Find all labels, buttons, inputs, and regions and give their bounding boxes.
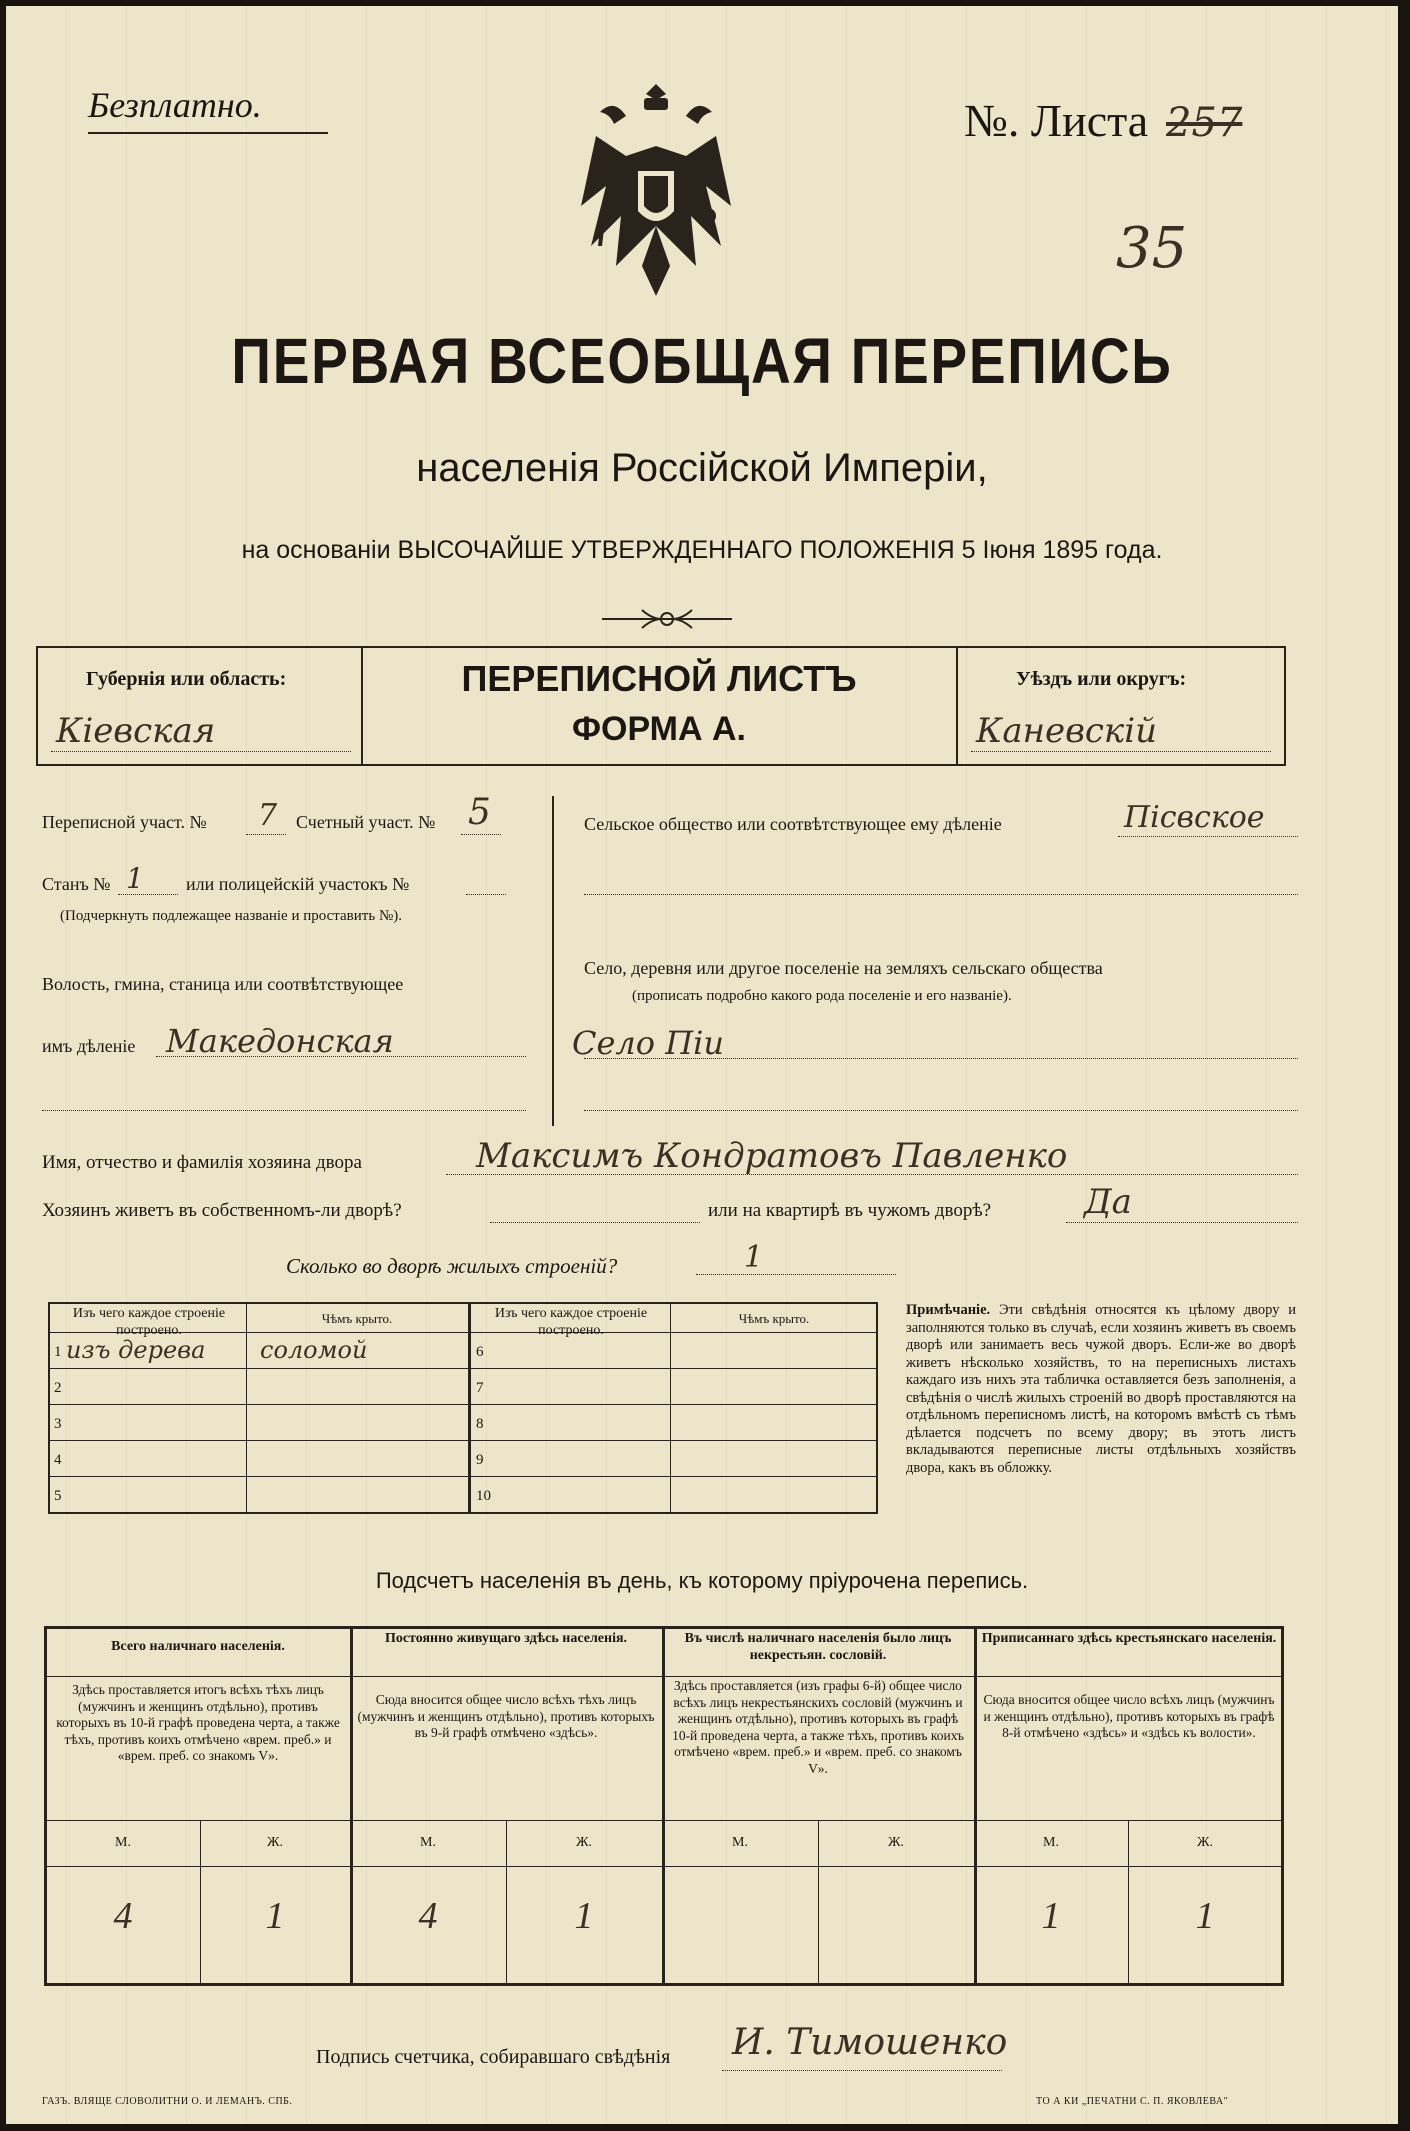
sheet-number-label: №. Листа [964,95,1149,146]
underline-note: (Подчеркнуть подлежащее названіе и проставить №). [60,908,402,924]
count-col-3-body: Здѣсь проставляется (изъ графы 6-й) общее число всѣхъ лицъ некрестьянскихъ сословій (мужчинъ и женщинъ отдѣльно), противъ которыхъ въ графѣ 10-й проведена черта, а также тѣхъ, противъ коихъ отмѣчено «врем. преб.» и «врем. преб. со знакомъ V». [672,1678,964,1776]
count-col-2-head: Постоянно живущаго здѣсь населенія. [384,1631,628,1646]
building-row-10-n: 10 [476,1488,491,1504]
count-col-1-m-label: М. [115,1835,131,1850]
obshchestvo-value: Пісвское [1124,800,1265,835]
count-col-3-zh-label: Ж. [887,1835,905,1850]
count-col-2-m-label: М. [420,1835,436,1850]
free-label: Безплатно. [88,85,262,125]
count-col-2-zh-value: 1 [574,1895,594,1937]
form-title-line1: ПЕРЕПИСНОЙ ЛИСТЪ [461,658,857,699]
building-row-8-n: 8 [476,1416,484,1432]
count-title: Подсчетъ населенія въ день, къ которому пріурочена перепись. [375,1568,1029,1593]
count-col-4-m-label: М. [1043,1835,1059,1850]
buildings-value: 1 [744,1240,764,1275]
sheet-number-crossed: 257 [1166,100,1243,146]
owner-name-label: Имя, отчество и фамилія хозяина двора [42,1152,362,1173]
own-yard-label: Хозяинъ живетъ въ собственномъ-ли дворѣ? [42,1200,402,1221]
count-col-3-head: Въ числѣ наличнаго населенія было лицъ некрестьян. сословій. [684,1631,952,1663]
note-text: Эти свѣдѣнія относятся къ цѣлому двору и заполняются только въ случаѣ, если хозяинъ живетъ въ своемъ дворѣ или занимаетъ весь чужой дворъ. Если-же во дворѣ живетъ нѣсколько хозяйствъ, то на переписныхъ листахъ каждаго изъ нихъ эта табличка оставляется безъ заполненія, а свѣдѣнія о числѣ жилыхъ строеній во дворѣ проставляются на отдѣльномъ переписномъ листѣ, на которомъ вмѣстѣ съ тѣмъ дѣлается подсчетъ по всему двору; въ этотъ листъ вкладываются переписные листы отдѣльныхъ хозяйствъ двора, какъ въ обложку. [906,1302,1296,1476]
building-row-1-n: 1 [54,1344,62,1360]
col-roof-header-left: Чѣмъ крыто. [321,1311,393,1326]
col-roof-header-right: Чѣмъ крыто. [738,1311,810,1326]
col-built-header-left: Изъ чего каждое строеніе построено. [72,1306,226,1338]
free-underline [88,132,328,134]
building-row-9-n: 9 [476,1452,484,1468]
count-col-1-zh-value: 1 [265,1895,285,1937]
footer-right-imprint: ТО А КИ „ПЕЧАТНИ С. П. ЯКОВЛЕВА" [1036,2096,1229,2107]
rent-label: или на квартирѣ въ чужомъ дворѣ? [708,1200,992,1221]
gubernia-value: Кіевская [56,711,216,751]
schetny-label: Счетный участ. № [296,812,436,832]
count-col-1-m-value: 4 [113,1895,133,1937]
count-col-1-head: Всего наличнаго населенія. [111,1639,285,1654]
uezd-label: Уѣздъ или округъ: [1016,668,1187,690]
census-sheet [6,6,1398,2124]
legal-basis: на основаніи ВЫСОЧАЙШЕ УТВЕРЖДЕННАГО ПОЛОЖЕНІЯ 5 Іюня 1895 года. [241,536,1163,564]
count-col-2-body: Сюда вносится общее число всѣхъ тѣхъ лицъ (мужчинъ и женщинъ отдѣльно), противъ которыхъ въ 9-й графѣ отмѣчено «здѣсь». [357,1692,655,1740]
sheet-number-handwritten: 35 [1116,216,1188,281]
stan-label: Станъ № [42,874,111,894]
stan-value: 1 [126,862,144,895]
building-row-6-n: 6 [476,1344,484,1360]
count-col-1-body: Здѣсь проставляется итогъ всѣхъ тѣхъ лицъ (мужчинъ и женщинъ отдѣльно), противъ которыхъ въ 10-й графѣ проведена черта, а также тѣхъ, противъ коихъ отмѣчено «врем. преб.» и «врем. преб. со знакомъ V». [56,1682,340,1763]
building-row-3-n: 3 [54,1416,62,1432]
main-title: ПЕРВАЯ ВСЕОБЩАЯ ПЕРЕПИСЬ [231,325,1173,397]
rent-value: Да [1084,1182,1132,1222]
owner-name-value: Максимъ Кондратовъ Павленко [476,1136,1068,1176]
perepisnoy-label: Переписной участ. № [42,812,207,832]
perepisnoy-value: 7 [258,798,278,833]
buildings-label: Сколько во дворѣ жилыхъ строеній? [286,1254,618,1278]
police-label: или полицейскій участокъ № [186,874,410,894]
building-row-5-n: 5 [54,1488,62,1504]
schetny-value: 5 [468,792,491,833]
col-built-header-right: Изъ чего каждое строеніе построено. [494,1306,648,1338]
building-row-1-built: изъ дерева [66,1336,206,1364]
building-row-2-n: 2 [54,1380,62,1396]
uezd-value: Каневскій [976,711,1158,751]
count-col-4-zh-label: Ж. [1196,1835,1214,1850]
volost-value: Македонская [166,1022,394,1060]
signature-value: И. Тимошенко [732,2022,1008,2063]
count-col-3-m-label: М. [732,1835,748,1850]
gubernia-label: Губернія или область: [86,668,287,690]
count-col-4-m-value: 1 [1041,1895,1061,1937]
count-col-4-head: Приписаннаго здѣсь крестьянскаго населенія. [981,1631,1277,1646]
volost-label: Волость, гмина, станица или соотвѣтствующее [42,974,404,994]
volost-label-2: имъ дѣленіе [42,1036,136,1056]
section-divider [552,796,554,1126]
form-title-line2: ФОРМА А. [571,710,747,748]
footer-left-imprint: ГАЗЪ. ВЛЯЩЕ СЛОВОЛИТНИ О. И ЛЕМАНЪ. СПБ. [42,2096,293,2107]
selo-note: (прописать подробно какого рода поселеніе и его названіе). [632,988,1012,1004]
obshchestvo-label: Сельское общество или соотвѣтствующее ему дѣленіе [584,814,1002,834]
count-col-4-body: Сюда вносится общее число всѣхъ лицъ (мужчинъ и женщинъ отдѣльно), противъ которыхъ въ графѣ 8-й отмѣчено «здѣсь» и «здѣсь къ волости». [983,1692,1275,1740]
count-col-1-zh-label: Ж. [266,1835,284,1850]
building-row-1-roof: соломой [260,1336,368,1364]
building-row-4-n: 4 [54,1452,62,1468]
building-row-7-n: 7 [476,1380,484,1396]
selo-label: Село, деревня или другое поселеніе на земляхъ сельскаго общества [584,958,1103,978]
count-col-2-m-value: 4 [418,1895,438,1937]
signature-label: Подпись счетчика, собиравшаго свѣдѣнія [316,2046,671,2068]
note-block [906,1302,1296,1477]
note-lead: Примѣчаніе. [906,1302,991,1318]
subtitle: населенія Россійской Имперіи, [416,446,988,490]
double-headed-eagle-icon [576,76,736,306]
ornament-divider-icon [602,604,732,634]
count-col-2-zh-label: Ж. [575,1835,593,1850]
count-col-4-zh-value: 1 [1195,1895,1215,1937]
selo-value: Село Піи [572,1024,724,1062]
